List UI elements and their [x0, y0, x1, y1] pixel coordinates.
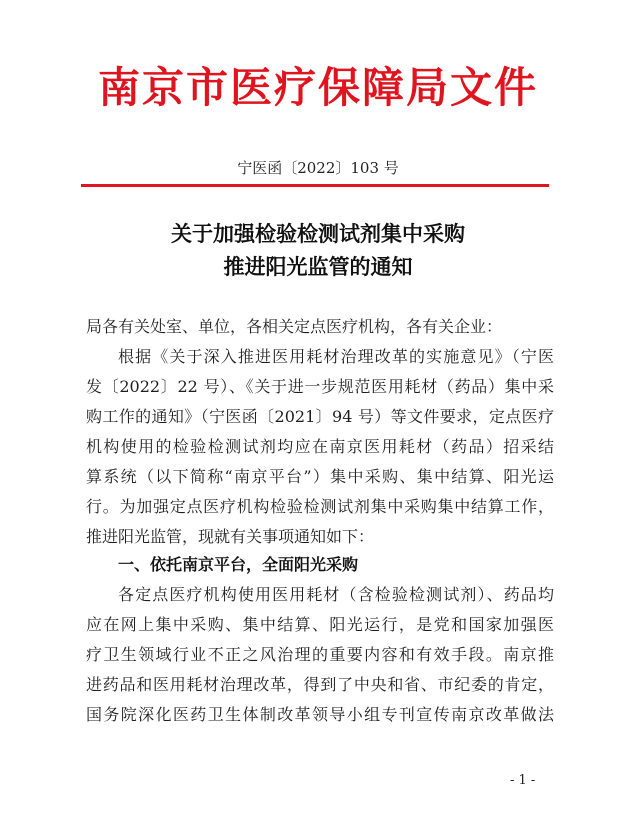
paragraph-2-line: 各定点医疗机构使用医用耗材（含检验检测试剂）、药品均	[118, 585, 554, 604]
paragraph-2-line: 应在网上集中采购、集中结算、阳光运行，是党和国家加强医	[86, 615, 554, 634]
paragraph-2-line: 疗卫生领域行业不正之风治理的重要内容和有效手段。南京推	[86, 645, 554, 664]
paragraph-1-line: 算系统（以下简称“南京平台”）集中采购、集中结算、阳光运	[86, 467, 554, 486]
paragraph-1-line: 机构使用的检验检测试剂均应在南京医用耗材（药品）招采结	[86, 437, 554, 456]
paragraph-1-line: 行。为加强定点医疗机构检验检测试剂集中采购集中结算工作，	[86, 497, 554, 516]
paragraph-1-line: 根据《关于深入推进医用耗材治理改革的实施意见》（宁医	[118, 347, 554, 366]
red-separator-line	[81, 184, 549, 187]
page-number: - 1 -	[510, 773, 536, 788]
addressee-line: 局各有关处室、单位，各相关定点医疗机构，各有关企业：	[86, 317, 503, 336]
paragraph-1-line: 购工作的通知》（宁医函〔2021〕94 号）等文件要求，定点医疗	[86, 407, 554, 426]
section-1-heading: 一、依托南京平台，全面阳光采购	[118, 555, 359, 574]
notice-title-line-1: 关于加强检验检测试剂集中采购	[171, 221, 465, 246]
document-number: 宁医函〔2022〕103 号	[237, 159, 399, 177]
paragraph-1-line: 推进阳光监管，现就有关事项通知如下：	[86, 527, 375, 546]
document-header-title: 南京市医疗保障局文件	[97, 63, 538, 112]
notice-title-line-2: 推进阳光监管的通知	[223, 254, 413, 279]
paragraph-2-line: 进药品和医用耗材治理改革，得到了中央和省、市纪委的肯定，	[86, 675, 554, 694]
paragraph-2-line: 国务院深化医药卫生体制改革领导小组专刊宣传南京改革做法	[86, 705, 554, 724]
paragraph-1-line: 发〔2022〕22 号）、《关于进一步规范医用耗材（药品）集中采	[86, 377, 554, 396]
